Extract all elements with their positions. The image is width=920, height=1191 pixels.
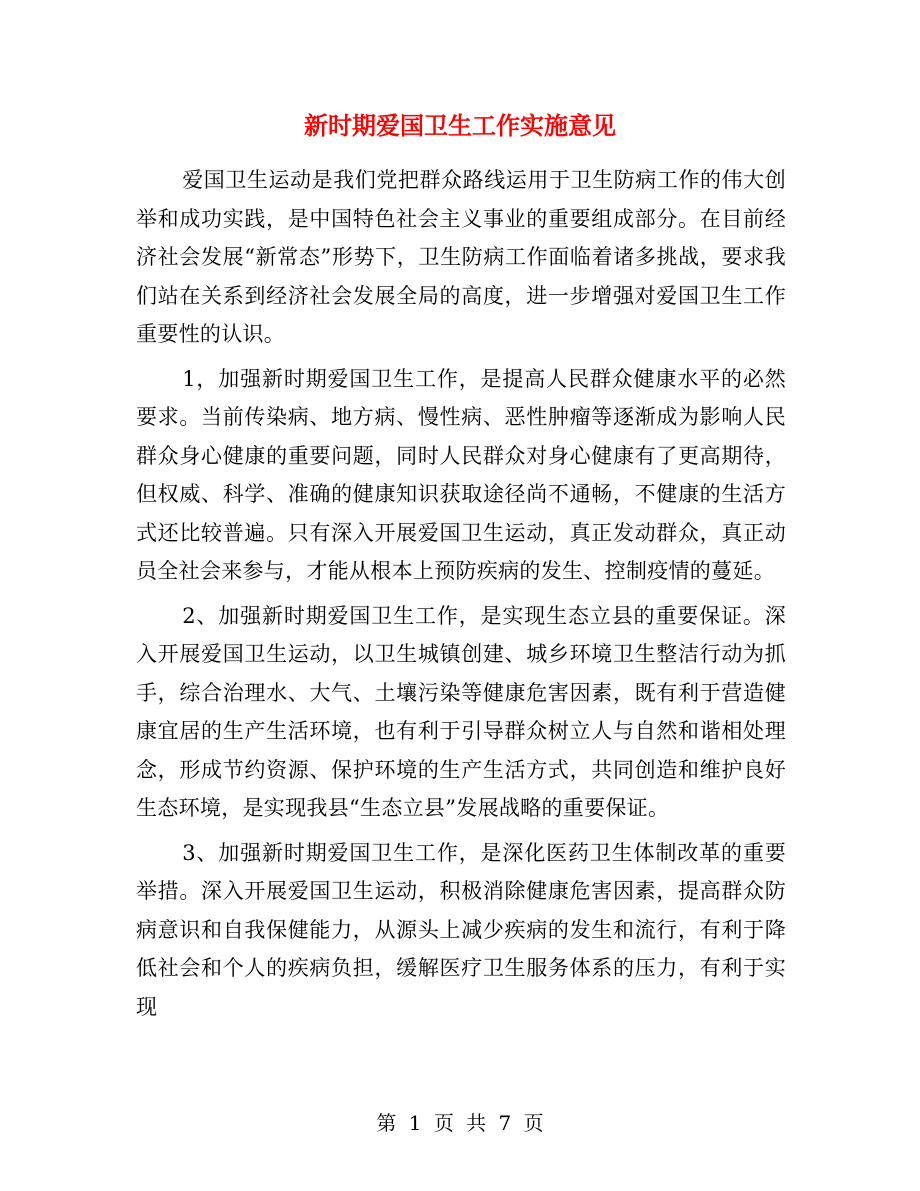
paragraph-point-1: 1，加强新时期爱国卫生工作，是提高人民群众健康水平的必然要求。当前传染病、地方病、慢性病、恶性肿瘤等逐渐成为影响人民群众身心健康的重要问题，同时人民群众对身心健康有了更高期待，但权威、科学、准确的健康知识获取途径尚不通畅，不健康的生活方式还比较普遍。只有深入开展爱国卫生运动，真正发动群众，真正动员全社会来参与，才能从根本上预防疾病的发生、控制疫情的蔓延。 <box>136 366 786 583</box>
document-body <box>136 161 786 1032</box>
document-title: 新时期爱国卫生工作实施意见 <box>304 111 616 140</box>
page-number-footer: 第 1 页 共 7 页 <box>376 1111 544 1135</box>
paragraph-point-3: 3、加强新时期爱国卫生工作，是深化医药卫生体制改革的重要举措。深入开展爱国卫生运动，积极消除健康危害因素，提高群众防病意识和自我保健能力，从源头上减少疾病的发生和流行，有利于降低社会和个人的疾病负担，缓解医疗卫生服务体系的压力，有利于实现 <box>136 840 786 1019</box>
paragraph-intro: 爱国卫生运动是我们党把群众路线运用于卫生防病工作的伟大创举和成功实践，是中国特色社会主义事业的重要组成部分。在目前经济社会发展“新常态”形势下，卫生防病工作面临着诸多挑战，要求我们站在关系到经济社会发展全局的高度，进一步增强对爱国卫生工作重要性的认识。 <box>136 168 786 346</box>
paragraph-point-2: 2、加强新时期爱国卫生工作，是实现生态立县的重要保证。深入开展爱国卫生运动，以卫生城镇创建、城乡环境卫生整洁行动为抓手，综合治理水、大气、土壤污染等健康危害因素，既有利于营造健康宜居的生产生活环境，也有利于引导群众树立人与自然和谐相处理念，形成节约资源、保护环境的生产生活方式，共同创造和维护良好生态环境，是实现我县“生态立县”发展战略的重要保证。 <box>136 603 786 820</box>
